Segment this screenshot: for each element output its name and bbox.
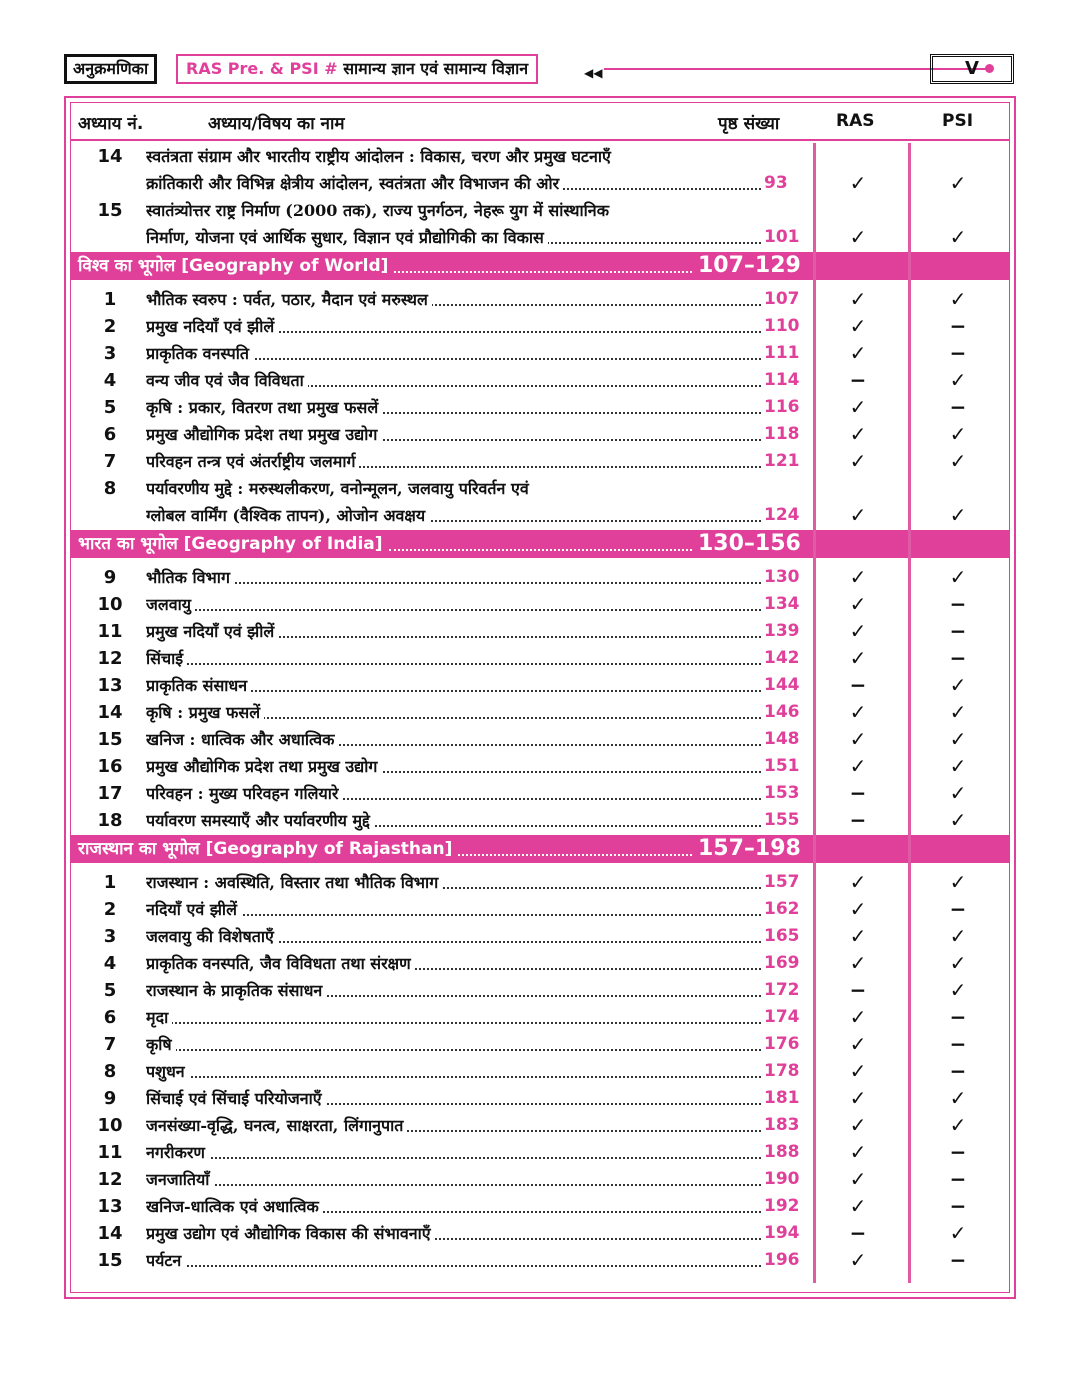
page-number-cell: 142 xyxy=(764,648,800,668)
section-title: भारत का भूगोल [Geography of India] xyxy=(78,534,383,554)
entry-title-text: सिंचाई एवं सिंचाई परियोजनाएँ xyxy=(146,1089,326,1108)
section-page-range: 107–129 xyxy=(698,253,801,278)
section-leader-dots xyxy=(389,549,692,551)
section-page-range: 157–198 xyxy=(698,836,801,861)
col-psi: PSI xyxy=(942,111,974,131)
col-chapter-no: अध्याय नं. xyxy=(78,114,144,134)
entry-title-text: जलवायु की विशेषताएँ xyxy=(146,927,278,946)
page-number: V xyxy=(930,54,1014,84)
entry-title xyxy=(146,618,761,645)
chapter-number: 5 xyxy=(103,980,117,1001)
ras-mark: ✓ xyxy=(849,897,867,921)
entry-title xyxy=(146,726,761,753)
entry-title-text: कृषि : प्रमुख फसलें xyxy=(146,703,264,722)
index-title: अनुक्रमणिका xyxy=(64,54,157,84)
ras-mark: − xyxy=(849,1221,867,1245)
entry-title-text: भौतिक विभाग xyxy=(146,568,234,587)
psi-mark: − xyxy=(949,1167,967,1191)
chapter-number: 9 xyxy=(103,567,117,588)
page-number-cell: 111 xyxy=(764,343,800,363)
table-row xyxy=(70,1166,1010,1193)
chapter-number: 15 xyxy=(97,1250,123,1271)
ras-mark: ✓ xyxy=(849,754,867,778)
ras-mark: − xyxy=(849,781,867,805)
entry-title-text: प्रमुख औद्योगिक प्रदेश तथा प्रमुख उद्योग xyxy=(146,425,381,444)
psi-mark: ✓ xyxy=(949,924,967,948)
page-number-cell: 114 xyxy=(764,370,800,390)
leader-dots xyxy=(146,582,761,584)
section-leader-dots xyxy=(394,271,692,273)
table-row xyxy=(70,340,1010,367)
psi-mark: − xyxy=(949,314,967,338)
table-row xyxy=(70,753,1010,780)
table-row xyxy=(70,1004,1010,1031)
table-row xyxy=(70,475,1010,529)
table-row xyxy=(70,672,1010,699)
table-row xyxy=(70,1247,1010,1274)
ras-mark: ✓ xyxy=(849,592,867,616)
ras-mark: ✓ xyxy=(849,1059,867,1083)
leader-dots xyxy=(146,663,761,665)
ras-mark: ✓ xyxy=(849,171,867,195)
psi-mark: − xyxy=(949,1194,967,1218)
psi-mark: − xyxy=(949,1059,967,1083)
ras-mark: − xyxy=(849,978,867,1002)
psi-mark: ✓ xyxy=(949,781,967,805)
chapter-number: 10 xyxy=(97,594,123,615)
ras-mark: ✓ xyxy=(849,422,867,446)
entry-title xyxy=(146,1139,761,1166)
entry-title xyxy=(146,1166,761,1193)
section-leader-dots xyxy=(458,854,692,856)
entry-title xyxy=(146,672,761,699)
entry-title-text: पर्यावरण समस्याएँ और पर्यावरणीय मुद्दे xyxy=(146,811,374,830)
psi-mark: ✓ xyxy=(949,700,967,724)
page-number-cell: 188 xyxy=(764,1142,800,1162)
leader-dots xyxy=(146,1157,761,1159)
entry-title xyxy=(146,475,761,502)
ras-mark: ✓ xyxy=(849,287,867,311)
page-number-cell: 183 xyxy=(764,1115,800,1135)
page-number-cell: 178 xyxy=(764,1061,800,1081)
psi-mark: − xyxy=(949,1032,967,1056)
psi-mark: ✓ xyxy=(949,727,967,751)
page-number-cell: 130 xyxy=(764,567,800,587)
entry-title xyxy=(146,1220,761,1247)
ras-mark: ✓ xyxy=(849,1032,867,1056)
psi-mark: − xyxy=(949,1140,967,1164)
table-row xyxy=(70,950,1010,977)
chapter-number: 9 xyxy=(103,1088,117,1109)
page-number-cell: 151 xyxy=(764,756,800,776)
entry-title xyxy=(146,923,761,950)
page-number-cell: 124 xyxy=(764,505,800,525)
psi-mark: ✓ xyxy=(949,449,967,473)
page-number-cell: 165 xyxy=(764,926,800,946)
page-number-cell: 93 xyxy=(764,173,788,193)
entry-title-text: खनिज-धात्विक एवं अधात्विक xyxy=(146,1197,323,1216)
ras-mark: ✓ xyxy=(849,1113,867,1137)
page-number-cell: 155 xyxy=(764,810,800,830)
entry-title-text: खनिज : धात्विक और अधात्विक xyxy=(146,730,338,749)
entry-title xyxy=(146,1031,761,1058)
page-header xyxy=(64,54,1016,86)
entry-title xyxy=(146,1085,761,1112)
psi-mark: ✓ xyxy=(949,673,967,697)
chapter-number: 13 xyxy=(97,1196,123,1217)
column-header xyxy=(70,103,1010,141)
entry-title xyxy=(146,780,761,807)
entry-title xyxy=(146,645,761,672)
table-row xyxy=(70,1085,1010,1112)
entry-title xyxy=(146,170,761,197)
entry-title-text: पशुधन xyxy=(146,1062,189,1081)
section-page-range: 130–156 xyxy=(698,531,801,556)
ras-mark: ✓ xyxy=(849,646,867,670)
entry-title-text: सिंचाई xyxy=(146,649,187,668)
ras-mark: ✓ xyxy=(849,1167,867,1191)
page-number-cell: 134 xyxy=(764,594,800,614)
entry-title-text: वन्य जीव एवं जैव विविधता xyxy=(146,371,308,390)
psi-mark: − xyxy=(949,619,967,643)
section-band xyxy=(70,530,1010,558)
double-arrow-left-icon: ◀◀ xyxy=(584,66,603,80)
entry-title-text: स्वतंत्रता संग्राम और भारतीय राष्ट्रीय आंदोलन : विकास, चरण और प्रमुख घटनाएँ xyxy=(146,147,615,166)
ras-mark: − xyxy=(849,673,867,697)
psi-mark: − xyxy=(949,897,967,921)
ras-mark: − xyxy=(849,368,867,392)
page-number-cell: 172 xyxy=(764,980,800,1000)
leader-dots xyxy=(146,1022,761,1024)
psi-mark: ✓ xyxy=(949,368,967,392)
psi-mark: ✓ xyxy=(949,870,967,894)
psi-mark: ✓ xyxy=(949,1221,967,1245)
psi-mark: ✓ xyxy=(949,978,967,1002)
entry-title-text: नदियाँ एवं झीलें xyxy=(146,900,241,919)
entry-title xyxy=(146,591,761,618)
page-number-cell: 118 xyxy=(764,424,800,444)
subject-name: सामान्य ज्ञान एवं सामान्य विज्ञान xyxy=(343,59,529,78)
psi-mark: ✓ xyxy=(949,422,967,446)
chapter-number: 14 xyxy=(97,702,123,723)
entry-title-text: मृदा xyxy=(146,1008,172,1027)
col-ras: RAS xyxy=(836,111,875,131)
page-number-cell: 139 xyxy=(764,621,800,641)
entry-title xyxy=(146,977,761,1004)
table-row xyxy=(70,1220,1010,1247)
section-band xyxy=(70,835,1010,863)
ras-mark: ✓ xyxy=(849,225,867,249)
table-row xyxy=(70,780,1010,807)
entry-title xyxy=(146,950,761,977)
section-title: विश्व का भूगोल [Geography of World] xyxy=(78,256,389,276)
entry-title-text: क्रांतिकारी और विभिन्न क्षेत्रीय आंदोलन, स्वतंत्रता और विभाजन की ओर xyxy=(146,174,563,193)
psi-mark: − xyxy=(949,1248,967,1272)
leader-dots xyxy=(146,1265,761,1267)
book-subject xyxy=(176,54,538,84)
psi-mark: ✓ xyxy=(949,287,967,311)
entry-title xyxy=(146,143,761,170)
ras-mark: ✓ xyxy=(849,924,867,948)
table-row xyxy=(70,923,1010,950)
table-row xyxy=(70,1139,1010,1166)
chapter-number: 11 xyxy=(97,1142,123,1163)
leader-dots xyxy=(146,1184,761,1186)
table-row xyxy=(70,807,1010,834)
exam-name: RAS Pre. & PSI # xyxy=(186,59,338,78)
entry-title xyxy=(146,1247,761,1274)
page-number-cell: 196 xyxy=(764,1250,800,1270)
chapter-number: 5 xyxy=(103,397,117,418)
entry-title xyxy=(146,564,761,591)
entry-title xyxy=(146,197,761,224)
entry-title xyxy=(146,1004,761,1031)
ras-mark: ✓ xyxy=(849,1248,867,1272)
psi-mark: − xyxy=(949,341,967,365)
table-row xyxy=(70,618,1010,645)
chapter-number: 14 xyxy=(97,1223,123,1244)
leader-dots xyxy=(146,609,761,611)
page-number-cell: 144 xyxy=(764,675,800,695)
entry-title-text: भौतिक स्वरुप : पर्वत, पठार, मैदान एवं मरुस्थल xyxy=(146,290,432,309)
chapter-number: 15 xyxy=(97,729,123,750)
table-row xyxy=(70,394,1010,421)
page-number-cell: 121 xyxy=(764,451,800,471)
psi-mark: ✓ xyxy=(949,1086,967,1110)
entry-title xyxy=(146,699,761,726)
table-row xyxy=(70,367,1010,394)
table-row xyxy=(70,699,1010,726)
page-number-cell: 146 xyxy=(764,702,800,722)
entry-title xyxy=(146,286,761,313)
chapter-number: 17 xyxy=(97,783,123,804)
psi-mark: ✓ xyxy=(949,754,967,778)
table-row xyxy=(70,591,1010,618)
chapter-number: 7 xyxy=(103,1034,117,1055)
col-chapter-name: अध्याय/विषय का नाम xyxy=(208,114,345,134)
entry-title xyxy=(146,753,761,780)
psi-mark: ✓ xyxy=(949,171,967,195)
leader-dots xyxy=(146,1049,761,1051)
section-band xyxy=(70,252,1010,280)
page-number-cell: 190 xyxy=(764,1169,800,1189)
chapter-number: 11 xyxy=(97,621,123,642)
entry-title-text: स्वातंत्र्योत्तर राष्ट्र निर्माण (2000 तक), राज्य पुनर्गठन, नेहरू युग में सांस्थानिक xyxy=(146,201,613,220)
ras-mark: − xyxy=(849,808,867,832)
entry-title xyxy=(146,1058,761,1085)
page-number-cell: 148 xyxy=(764,729,800,749)
entry-title-text: प्राकृतिक संसाधन xyxy=(146,676,251,695)
ras-mark: ✓ xyxy=(849,503,867,527)
table-row xyxy=(70,286,1010,313)
psi-mark: ✓ xyxy=(949,565,967,589)
column-divider-psi xyxy=(908,143,911,1283)
ras-mark: ✓ xyxy=(849,727,867,751)
table-row xyxy=(70,726,1010,753)
page-number-cell: 153 xyxy=(764,783,800,803)
leader-dots xyxy=(146,1076,761,1078)
chapter-number: 6 xyxy=(103,424,117,445)
ras-mark: ✓ xyxy=(849,1005,867,1029)
ras-mark: ✓ xyxy=(849,700,867,724)
entry-title-text: प्रमुख नदियाँ एवं झीलें xyxy=(146,622,278,641)
entry-title-text: नगरीकरण xyxy=(146,1143,209,1162)
entry-title xyxy=(146,869,761,896)
ras-mark: ✓ xyxy=(849,565,867,589)
table-row xyxy=(70,645,1010,672)
entry-title-text: प्रमुख नदियाँ एवं झीलें xyxy=(146,317,278,336)
psi-mark: − xyxy=(949,395,967,419)
entry-title-text: राजस्थान के प्राकृतिक संसाधन xyxy=(146,981,326,1000)
chapter-number: 1 xyxy=(103,872,117,893)
chapter-number: 3 xyxy=(103,343,117,364)
table-row xyxy=(70,564,1010,591)
page-number-cell: 101 xyxy=(764,227,800,247)
chapter-number: 6 xyxy=(103,1007,117,1028)
ras-mark: ✓ xyxy=(849,395,867,419)
psi-mark: ✓ xyxy=(949,503,967,527)
chapter-number: 7 xyxy=(103,451,117,472)
page-number-cell: 107 xyxy=(764,289,800,309)
ras-mark: ✓ xyxy=(849,1086,867,1110)
entry-title xyxy=(146,448,761,475)
table-row xyxy=(70,1058,1010,1085)
chapter-number: 4 xyxy=(103,953,117,974)
entry-title-text: परिवहन : मुख्य परिवहन गलियारे xyxy=(146,784,342,803)
entry-title-text: प्रमुख औद्योगिक प्रदेश तथा प्रमुख उद्योग xyxy=(146,757,381,776)
entry-title-text: जनजातियाँ xyxy=(146,1170,213,1189)
chapter-number: 8 xyxy=(103,1061,117,1082)
table-row xyxy=(70,197,1010,251)
entry-title xyxy=(146,421,761,448)
chapter-number: 3 xyxy=(103,926,117,947)
entry-title-text: जनसंख्या-वृद्धि, घनत्व, साक्षरता, लिंगानुपात xyxy=(146,1116,407,1135)
entry-title xyxy=(146,1112,761,1139)
table-row xyxy=(70,869,1010,896)
ras-mark: ✓ xyxy=(849,341,867,365)
entry-title xyxy=(146,224,761,251)
page-number-cell: 176 xyxy=(764,1034,800,1054)
psi-mark: ✓ xyxy=(949,951,967,975)
chapter-number: 8 xyxy=(103,478,117,499)
ras-mark: ✓ xyxy=(849,870,867,894)
page-number-cell: 194 xyxy=(764,1223,800,1243)
entry-title xyxy=(146,313,761,340)
chapter-number: 15 xyxy=(97,200,123,221)
entry-title-text: प्राकृतिक वनस्पति, जैव विविधता तथा संरक्षण xyxy=(146,954,415,973)
psi-mark: ✓ xyxy=(949,225,967,249)
entry-title-text: प्राकृतिक वनस्पति xyxy=(146,344,253,363)
table-row xyxy=(70,896,1010,923)
psi-mark: − xyxy=(949,1005,967,1029)
chapter-number: 4 xyxy=(103,370,117,391)
entry-title xyxy=(146,340,761,367)
entry-title xyxy=(146,502,761,529)
chapter-number: 12 xyxy=(97,648,123,669)
table-row xyxy=(70,143,1010,197)
column-divider-ras xyxy=(813,143,816,1283)
page-number-cell: 174 xyxy=(764,1007,800,1027)
table-row xyxy=(70,1112,1010,1139)
entry-title-text: ग्लोबल वार्मिंग (वैश्विक तापन), ओजोन अवक्षय xyxy=(146,506,429,525)
entry-title-text: पर्यावरणीय मुद्दे : मरुस्थलीकरण, वनोन्मूलन, जलवायु परिवर्तन एवं xyxy=(146,479,533,498)
entry-title xyxy=(146,807,761,834)
page-number-cell: 192 xyxy=(764,1196,800,1216)
ras-mark: ✓ xyxy=(849,951,867,975)
chapter-number: 16 xyxy=(97,756,123,777)
ras-mark: ✓ xyxy=(849,314,867,338)
psi-mark: − xyxy=(949,646,967,670)
ras-mark: ✓ xyxy=(849,1140,867,1164)
entry-title-text: कृषि xyxy=(146,1035,176,1054)
entry-title xyxy=(146,394,761,421)
page-number-cell: 169 xyxy=(764,953,800,973)
chapter-number: 10 xyxy=(97,1115,123,1136)
ras-mark: ✓ xyxy=(849,1194,867,1218)
entry-title xyxy=(146,896,761,923)
entry-title-text: पर्यटन xyxy=(146,1251,185,1270)
ras-mark: ✓ xyxy=(849,449,867,473)
entry-title-text: राजस्थान : अवस्थिति, विस्तार तथा भौतिक विभाग xyxy=(146,873,442,892)
entry-title-text: प्रमुख उद्योग एवं औद्योगिक विकास की संभावनाएँ xyxy=(146,1224,435,1243)
psi-mark: ✓ xyxy=(949,1113,967,1137)
chapter-number: 14 xyxy=(97,146,123,167)
section-title: राजस्थान का भूगोल [Geography of Rajasthan] xyxy=(78,839,453,859)
page-number-cell: 181 xyxy=(764,1088,800,1108)
psi-mark: ✓ xyxy=(949,808,967,832)
entry-title-text: निर्माण, योजना एवं आर्थिक सुधार, विज्ञान एवं प्रौद्योगिकी का विकास xyxy=(146,228,548,247)
psi-mark: − xyxy=(949,592,967,616)
page-number-cell: 157 xyxy=(764,872,800,892)
table-row xyxy=(70,1031,1010,1058)
chapter-number: 2 xyxy=(103,899,117,920)
table-row xyxy=(70,313,1010,340)
col-page-no: पृष्ठ संख्या xyxy=(718,114,780,134)
table-row xyxy=(70,1193,1010,1220)
table-row xyxy=(70,448,1010,475)
entry-title-text: जलवायु xyxy=(146,595,195,614)
page-number-cell: 110 xyxy=(764,316,800,336)
table-row xyxy=(70,421,1010,448)
chapter-number: 2 xyxy=(103,316,117,337)
entry-title-text: परिवहन तन्त्र एवं अंतर्राष्ट्रीय जलमार्ग xyxy=(146,452,359,471)
page-number-cell: 116 xyxy=(764,397,800,417)
ras-mark: ✓ xyxy=(849,619,867,643)
chapter-number: 1 xyxy=(103,289,117,310)
chapter-number: 13 xyxy=(97,675,123,696)
chapter-number: 18 xyxy=(97,810,123,831)
chapter-number: 12 xyxy=(97,1169,123,1190)
entry-title xyxy=(146,1193,761,1220)
entry-title xyxy=(146,367,761,394)
page-number-cell: 162 xyxy=(764,899,800,919)
entry-title-text: कृषि : प्रकार, वितरण तथा प्रमुख फसलें xyxy=(146,398,382,417)
table-row xyxy=(70,977,1010,1004)
